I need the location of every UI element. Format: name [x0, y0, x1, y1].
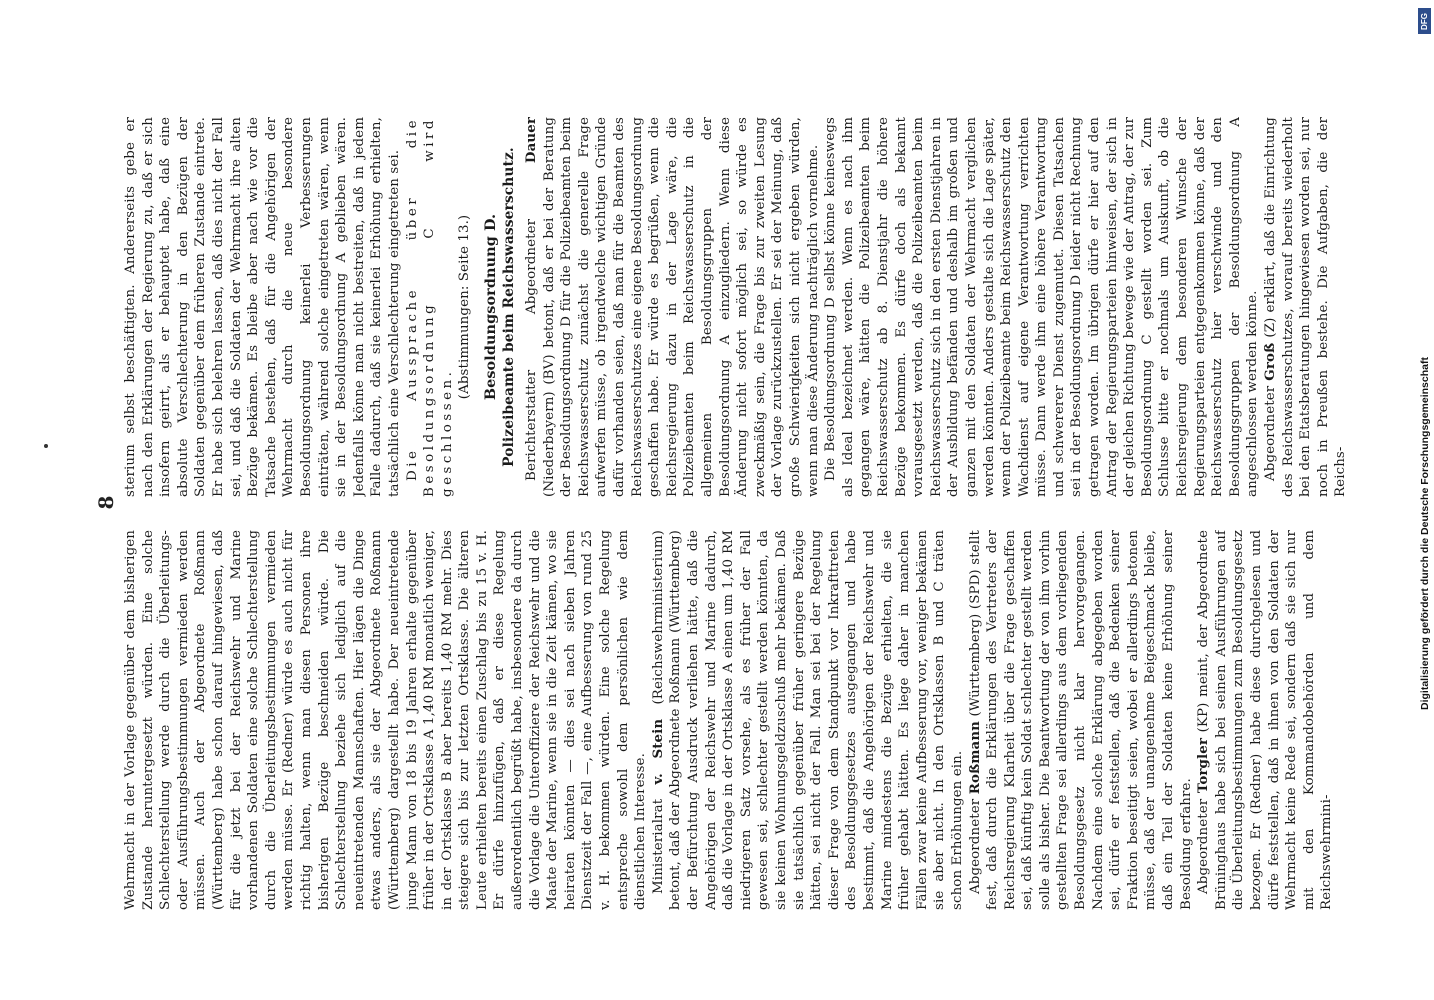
vote-reference: (Abstimmungen: Seite 13.): [457, 214, 473, 400]
paragraph: [650, 530, 967, 910]
paragraph-text: (Württemberg) (SPD) stellt fest, daß durch die Erklärungen des Vertreters der Reichsregierung Klarheit über die Frage geschaffen sei, daß künftig kein Soldat schlechter gestellt werden solle als bisher. Die Beantwortung der von ihm vorhin gestellten Frage sei allerdings aus dem vorliegenden Besoldungsgesetz nicht klar hervorgegangen. Nachdem eine solche Erklärung abgegeben worden sei, dürfe er feststellen, daß die Bedenken seiner Fraktion beseitigt seien, wobei er allerdings betonen müsse, daß der unangenehme Beigeschmack bleibe, daß ein Teil der Soldaten keine Erhöhung seiner Besoldung erfahre.: [967, 530, 1194, 910]
speaker-name: Roßmann: [966, 721, 983, 795]
document-page: [94, 95, 1420, 910]
speaker-title: Abgeordneter: [1263, 380, 1278, 481]
digitization-stamp: [1418, 10, 1432, 990]
section-subheading: Polizeibeamte beim Reichswasserschutz.: [501, 147, 518, 467]
speaker-name: Torgler: [1195, 738, 1212, 794]
paragraph: [523, 117, 822, 497]
left-column: [122, 530, 1412, 910]
paragraph-text: (KP) meint, der Abgeordnete Brüninghaus habe sich bei seinen Ausführungen auf die Überleitungsbestimmungen zum Besoldungsgesetz bezogen. Er (Redner) habe diese durchgelesen und dürfe feststellen, daß in ihnen von den Soldaten der Wehrmacht keine Rede sei, sondern daß sie sich nur mit den Kommandobehörden und dem Reichswehrmini-: [1196, 530, 1335, 910]
paragraph: Wehrmacht in der Vorlage gegenüber dem bisherigen Zustande heruntergesetzt würden. Eine solche Schlechterstellung werde durch die Überleitungs- oder Ausführungsbestimmungen vermieden werden müssen. Auch der Abgeordnete Roßmann (Württemberg) habe schon darauf hingewiesen, daß für die jetzt bei der Reichswehr und Marine vorhandenen Soldaten eine solche Schlechterstellung durch die Überleitungsbestimmungen vermieden werden müsse. Er (Redner) würde es auch nicht für richtig halten, wenn man diesen Personen ihre bisherigen Bezüge beschneiden würde. Die Schlechterstellung beziehe sich lediglich auf die neueintretenden Mannschaften. Hier lägen die Dinge etwas anders, als sie der Abgeordnete Roßmann (Württemberg) dargestellt habe. Der neueintretende junge Mann von 18 bis 19 Jahren erhalte gegenüber früher in der Ortsklasse A 1,40 RM monatlich weniger, in der Ortsklasse B aber bereits 1,40 RM mehr. Dies steigere sich bis zur letzten Ortsklasse. Die älteren Leute erhielten bereits einen Zuschlag bis zu 15 v. H. Er dürfe hinzufügen, daß er diese Regelung außerordentlich begrüßt habe, insbesondere da durch die Vorlage die Unteroffiziere der Reichswehr und die Maate der Marine, wenn sie in die Zeit kämen, wo sie heiraten könnten — dies sei nach sieben Jahren Dienstzeit der Fall —, eine Aufbesserung von rund 25 v. H. bekommen würden. Eine solche Regelung entspreche sowohl dem persönlichen wie dem dienstlichen Interesse.: [123, 530, 649, 910]
paragraph: [1262, 117, 1350, 497]
speaker-title: Ministerialrat: [650, 784, 666, 894]
closing-note: Die Aussprache über die Besoldungsordnung C wird geschlossen.: [404, 117, 455, 497]
paragraph: sterium selbst beschäftigten. Andererseits gebe er nach den Erklärungen der Regierung zu, daß er sich insofern geirrt, als er behauptet habe, daß eine absolute Verschlechterung in den Bezügen der Soldaten gegenüber dem früheren Zustande eintrete. Er habe sich belehren lassen, daß dies nicht der Fall sei, und daß die Soldaten der Wehrmacht ihre alten Bezüge bekämen. Es bleibe aber nach wie vor die Tatsache bestehen, daß für die Angehörigen der Wehrmacht durch die neue besondere Besoldungsordnung keinerlei Verbesserungen einträten, während solche eingetreten wären, wenn sie in der Besoldungsordnung A geblieben wären. Jedenfalls könne man nicht bestreiten, daß in jedem Falle dadurch, daß sie keinerlei Erhöhung erhielten, tatsächlich eine Verschlechterung eingetreten sei.: [123, 117, 402, 497]
paragraph: Die Besoldungsordnung D selbst könne keineswegs als Ideal bezeichnet werden. Wenn es nach ihm gegangen wäre, hätten die Polizeibeamten beim Reichswasserschutz ab 8. Dienstjahr die höhere Bezüge bekommen. Es dürfe doch als bekannt vorausgesetzt werden, daß die Polizeibeamten beim Reichswasserschutz sich in den ersten Dienstjahren in der Ausbildung befänden und deshalb im großen und ganzen mit den Soldaten der Wehrmacht verglichen werden könnten. Anders gestalte sich die Lage später, wenn der Polizeibeamte beim Reichswasserschutz den Wachdienst auf eigene Verantwortung verrichten müsse. Dann werde ihm eine höhere Verantwortung und schwererer Dienst zugemutet. Diesen Tatsachen sei in der Besoldungsordnung D leider nicht Rechnung getragen worden. Im übrigen dürfe er hier auf den Antrag der Regierungsparteien hinweisen, der sich in der gleichen Richtung bewege wie der Antrag, der zur Besoldungsordnung C gestellt worden sei. Zum Schlusse bitte er nochmals um Auskunft, ob die Reichsregierung dem besonderen Wunsche der Regierungsparteien entgegenkommen könne, daß der Reichswasserschutz hier verschwinde und den Besoldungsgruppen der Besoldungsordnung A angeschlossen werden könne.: [823, 117, 1261, 497]
paragraph-text: (Z) erklärt, daß die Einrichtung des Reichswasserschutzes, worauf bereits wiederholt bei den Etatsberatungen hingewiesen worden sei, nur noch in Preußen bestehe. Die Aufgaben, die der Reichs-: [1263, 117, 1349, 497]
speaker-name: Dauer: [523, 117, 540, 164]
paragraph-text: (Niederbayern) (BV) betont, daß er bei der Beratung der Besoldungsordnung D für die Polizeibeamten beim Reichswasserschutz zunächst die generelle Frage aufwerfen müsse, ob irgendwelche wichtigen Gründe dafür vorhanden seien, daß man für die Beamten des Reichswasserschutzes eine eigene Besoldungsordnung geschaffen habe. Er würde es begrüßen, wenn die Reichsregierung dazu in der Lage wäre, die Polizeibeamten beim Reichswasserschutz in die allgemeinen Besoldungsgruppen der Besoldungsordnung A einzugliedern. Wenn diese Änderung nicht sofort möglich sei, so würde es zweckmäßig sein, die Frage bis zur zweiten Lesung der Vorlage zurückzustellen. Er sei der Meinung, daß große Schwierigkeiten sich nicht ergeben würden, wenn man diese Änderung nachträglich vornehme.: [541, 117, 821, 497]
paragraph: [1195, 530, 1336, 910]
speaker-title: Berichterstatter Abgeordneter: [524, 163, 540, 481]
section-heading: Besoldungsordnung D.: [481, 213, 499, 401]
speaker-name: Groß: [1262, 342, 1278, 381]
page-number: 8: [94, 495, 118, 510]
paragraph-text: (Reichswehrministerium) betont, daß der Abgeordnete Roßmann (Württemberg) der Befürchtung Ausdruck verliehen hätte, daß die Angehörigen der Reichswehr und Marine dadurch, daß die Vorlage in der Ortsklasse A einen um 1,40 RM niedrigeren Satz vorsehe, als es früher der Fall gewesen sei, schlechter gestellt werden könnten, da sie keinen Wohnungsgeldzuschuß mehr bekämen. Daß sie tatsächlich gegenüber früher geringere Bezüge hätten, sei nicht der Fall. Man sei bei der Regelung dieser Frage von dem Standpunkt vor Inkrafttreten des Besoldungsgesetzes ausgegangen und habe bestimmt, daß die Angehörigen der Reichswehr und Marine mindestens die Bezüge erhielten, die sie früher gehabt hätten. Es liege daher in manchen Fällen zwar keine Aufbesserung vor, weniger bekämen sie aber nicht. In den Ortsklassen B und C träten schon Erhöhungen ein.: [650, 530, 965, 910]
dfg-logo-text: DFG: [1420, 12, 1430, 30]
speaker-title: Abgeordneter: [967, 794, 983, 894]
speaker-name: v. Stein: [649, 718, 666, 785]
right-column: [122, 117, 1412, 497]
digitization-stamp-text: Digitalisierung gefördert durch die Deutsche Forschungsgemeinschaft: [1419, 357, 1431, 710]
paragraph: [967, 530, 1196, 910]
speaker-title: Abgeordneter: [1196, 793, 1212, 894]
scan-speck: [44, 444, 48, 448]
